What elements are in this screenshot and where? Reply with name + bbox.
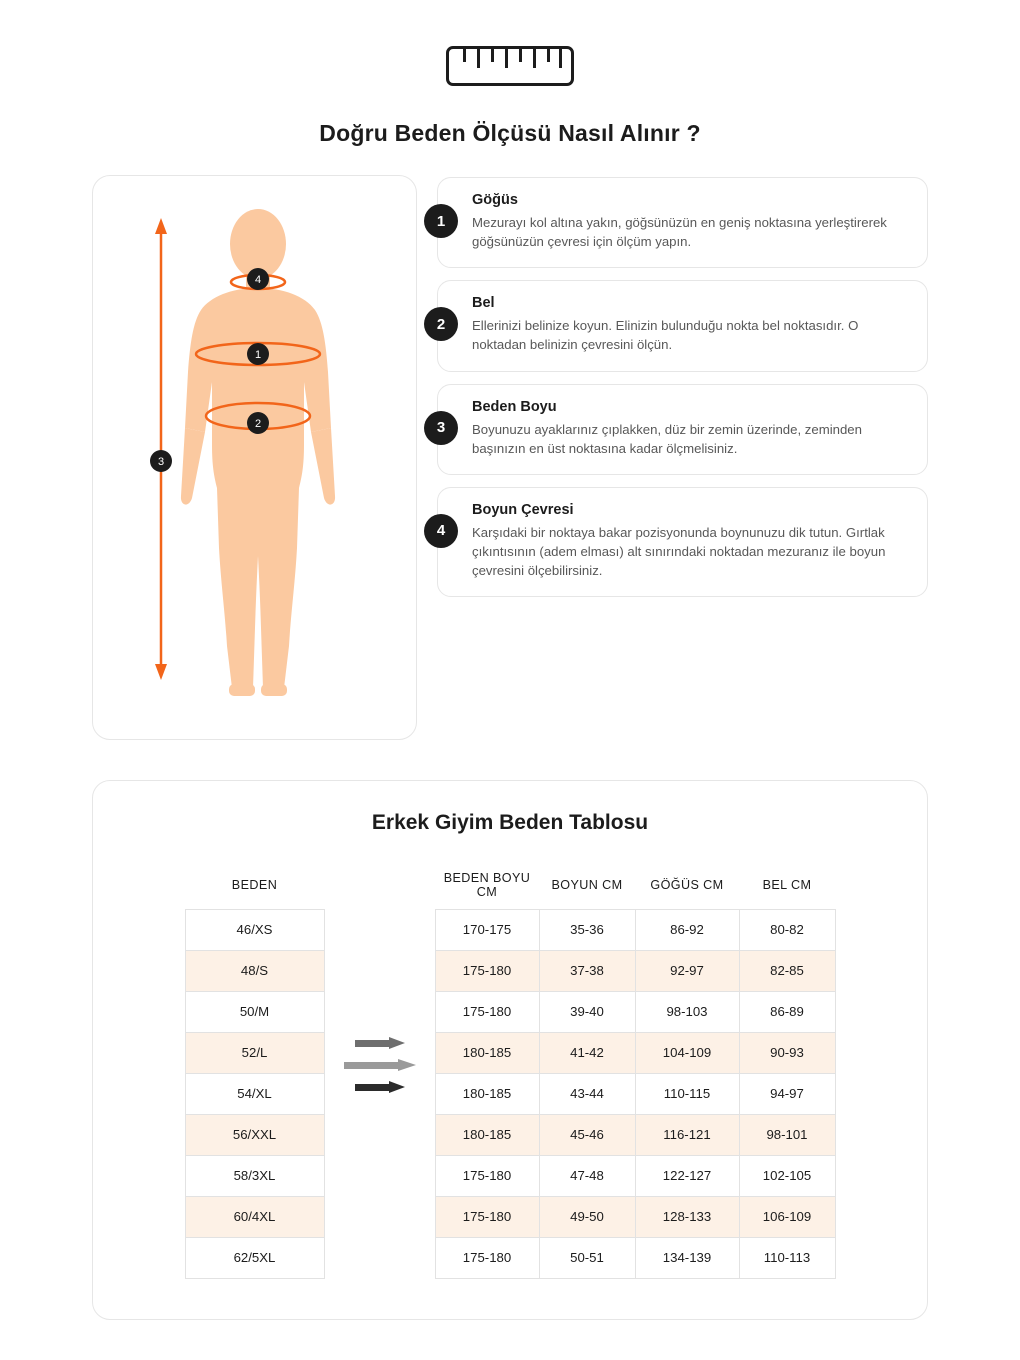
arrows-group [325, 1037, 435, 1102]
cell-boyun: 39-40 [539, 991, 635, 1032]
cell-bel: 82-85 [739, 950, 835, 991]
table-row [185, 1114, 324, 1155]
step-badge-2: 2 [424, 307, 458, 341]
step-bel [437, 280, 928, 371]
size-table-layout [93, 861, 927, 1279]
table-row [435, 1155, 835, 1196]
measurement-steps [437, 175, 928, 597]
cell-bel: 98-101 [739, 1114, 835, 1155]
table-row [185, 991, 324, 1032]
cell-gogus: 128-133 [635, 1196, 739, 1237]
table-row [435, 950, 835, 991]
cell-beden: 58/3XL [185, 1155, 324, 1196]
table-row [435, 1073, 835, 1114]
table-row [435, 909, 835, 950]
table-row [185, 1032, 324, 1073]
cell-beden-boyu: 175-180 [435, 950, 539, 991]
size-table-card [92, 780, 928, 1320]
cell-gogus: 104-109 [635, 1032, 739, 1073]
step-gogus [437, 177, 928, 268]
cell-gogus: 110-115 [635, 1073, 739, 1114]
measurements-table [435, 861, 836, 1279]
step-title-gogus: Göğüs [472, 192, 518, 208]
cell-beden: 48/S [185, 950, 324, 991]
step-badge-4: 4 [424, 514, 458, 548]
step-text-beden-boyu: Boyunuzu ayaklarınız çıplakken, düz bir zemin üzerinde, zeminden başınızın en üst noktasına kadar ölçmelisiniz. [472, 421, 862, 456]
size-table-title: Erkek Giyim Beden Tablosu [371, 811, 649, 834]
svg-text:4: 4 [254, 274, 262, 286]
cell-boyun: 43-44 [539, 1073, 635, 1114]
ruler-icon [446, 46, 574, 86]
table-row [435, 1114, 835, 1155]
body-figure-svg [93, 176, 418, 741]
table-row [435, 991, 835, 1032]
table-row [185, 1196, 324, 1237]
step-boyun-cevresi [437, 487, 928, 597]
cell-boyun: 45-46 [539, 1114, 635, 1155]
svg-text:3: 3 [157, 456, 165, 468]
cell-beden-boyu: 180-185 [435, 1073, 539, 1114]
step-badge-3: 3 [424, 411, 458, 445]
cell-beden: 50/M [185, 991, 324, 1032]
table-row [185, 1155, 324, 1196]
cell-boyun: 50-51 [539, 1237, 635, 1278]
cell-boyun: 35-36 [539, 909, 635, 950]
cell-gogus: 122-127 [635, 1155, 739, 1196]
cell-beden-boyu: 180-185 [435, 1032, 539, 1073]
top-section [0, 147, 1020, 740]
table-row [185, 950, 324, 991]
cell-bel: 106-109 [739, 1196, 835, 1237]
table-row [185, 909, 324, 950]
cell-gogus: 92-97 [635, 950, 739, 991]
cell-gogus: 86-92 [635, 909, 739, 950]
cell-beden: 56/XXL [185, 1114, 324, 1155]
header-boyun: BOYUN CM [539, 861, 635, 909]
header-bel: BEL CM [739, 861, 835, 909]
step-beden-boyu [437, 384, 928, 475]
cell-beden: 62/5XL [185, 1237, 324, 1278]
cell-beden-boyu: 175-180 [435, 1155, 539, 1196]
step-text-bel: Ellerinizi belinize koyun. Elinizin bulunduğu nokta bel noktasıdır. O noktadan belinizin çevresini ölçün. [472, 318, 859, 353]
body-figure-card [92, 175, 417, 740]
cell-beden-boyu: 175-180 [435, 991, 539, 1032]
table-row [435, 1032, 835, 1073]
cell-bel: 110-113 [739, 1237, 835, 1278]
step-badge-1: 1 [424, 204, 458, 238]
svg-text:2: 2 [254, 418, 262, 430]
arrow-icon-3 [355, 1081, 405, 1094]
header-beden-boyu: BEDEN BOYU CM [435, 861, 539, 909]
step-title-beden-boyu: Beden Boyu [472, 398, 557, 415]
cell-boyun: 41-42 [539, 1032, 635, 1073]
svg-text:1: 1 [254, 349, 262, 361]
cell-beden: 46/XS [185, 909, 324, 950]
table-row [435, 1237, 835, 1278]
header-beden: BEDEN [185, 861, 324, 909]
header-icon-wrap [0, 0, 1020, 86]
cell-bel: 86-89 [739, 991, 835, 1032]
cell-bel: 102-105 [739, 1155, 835, 1196]
step-text-gogus: Mezurayı kol altına yakın, göğsünüzün en geniş noktasına yerleştirerek göğsünüzün çevresi için ölçüm yapın. [472, 215, 887, 250]
cell-gogus: 116-121 [635, 1114, 739, 1155]
cell-gogus: 134-139 [635, 1237, 739, 1278]
cell-beden-boyu: 175-180 [435, 1196, 539, 1237]
size-column-table [185, 861, 325, 1279]
cell-beden-boyu: 170-175 [435, 909, 539, 950]
arrow-icon-1 [355, 1037, 405, 1050]
table-row [185, 1073, 324, 1114]
header-gogus: GÖĞÜS CM [635, 861, 739, 909]
cell-bel: 90-93 [739, 1032, 835, 1073]
cell-boyun: 49-50 [539, 1196, 635, 1237]
cell-beden: 54/XL [185, 1073, 324, 1114]
page-title: Doğru Beden Ölçüsü Nasıl Alınır ? [319, 120, 701, 146]
cell-boyun: 37-38 [539, 950, 635, 991]
step-title-bel: Bel [472, 295, 495, 312]
table-row [185, 1237, 324, 1278]
cell-bel: 94-97 [739, 1073, 835, 1114]
table-row [435, 1196, 835, 1237]
arrow-icon-2 [344, 1059, 416, 1072]
cell-bel: 80-82 [739, 909, 835, 950]
cell-beden: 60/4XL [185, 1196, 324, 1237]
cell-boyun: 47-48 [539, 1155, 635, 1196]
step-text-boyun-cevresi: Karşıdaki bir noktaya bakar pozisyonunda boynunuzu dik tutun. Gırtlak çıkıntısının (adem elması) alt sınırındaki noktadan mezuranız ile boyun çevresini ölçebilirsiniz. [472, 524, 886, 579]
cell-beden: 52/L [185, 1032, 324, 1073]
cell-beden-boyu: 180-185 [435, 1114, 539, 1155]
cell-beden-boyu: 175-180 [435, 1237, 539, 1278]
step-title-boyun-cevresi: Boyun Çevresi [472, 501, 574, 518]
cell-gogus: 98-103 [635, 991, 739, 1032]
